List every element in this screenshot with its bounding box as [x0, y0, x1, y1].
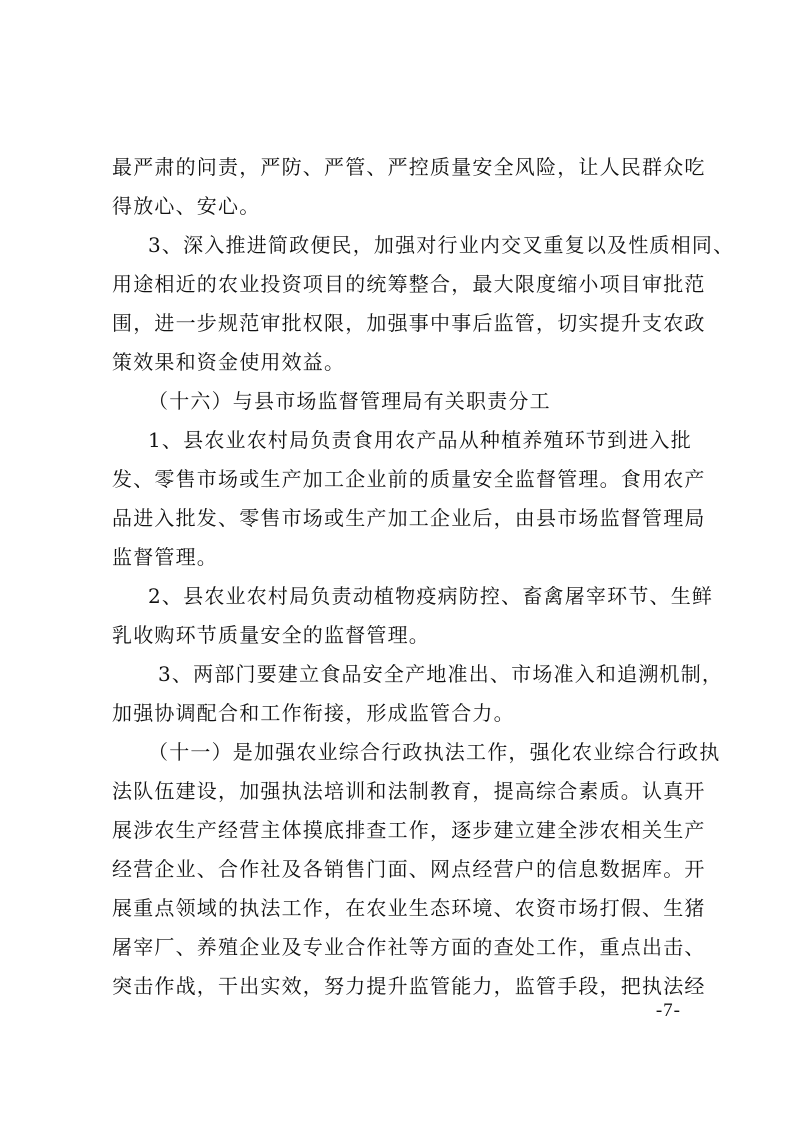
text-line: 发、零售市场或生产加工企业前的质量安全监督管理。食用农产: [112, 467, 706, 491]
text-line: 1、县农业农村局负责食用农产品从种植养殖环节到进入批: [148, 428, 692, 452]
page-number: -7-: [655, 1000, 681, 1021]
text-line: 屠宰厂、养殖企业及专业合作社等方面的查处工作，重点出击、: [112, 935, 706, 959]
text-line: 最严肃的问责，严防、严管、严控质量安全风险，让人民群众吃: [112, 155, 706, 179]
text-line: 展涉农生产经营主体摸底排查工作，逐步建立建全涉农相关生产: [112, 818, 706, 842]
text-line: 加强协调配合和工作衔接，形成监管合力。: [112, 701, 515, 725]
text-line: 品进入批发、零售市场或生产加工企业后，由县市场监督管理局: [112, 506, 706, 530]
text-line: 监督管理。: [112, 545, 218, 569]
text-line: 得放心、安心。: [112, 194, 261, 218]
text-line: 策效果和资金使用效益。: [112, 350, 346, 374]
text-line: 经营企业、合作社及各销售门面、网点经营户的信息数据库。开: [112, 857, 706, 881]
text-line: 围，进一步规范审批权限，加强事中事后监管，切实提升支农政: [112, 311, 706, 335]
section-heading: （十六）与县市场监督管理局有关职责分工: [148, 389, 551, 413]
text-line: 展重点领域的执法工作，在农业生态环境、农资市场打假、生猪: [112, 896, 706, 920]
text-line: 突击作战，干出实效，努力提升监管能力，监管手段，把执法经: [112, 974, 706, 998]
text-line: 法队伍建设，加强执法培训和法制教育，提高综合素质。认真开: [112, 779, 706, 803]
text-line: 乳收购环节质量安全的监督管理。: [112, 623, 430, 647]
text-line: 3、两部门要建立食品安全产地准出、市场准入和追溯机制，: [158, 662, 724, 686]
section-heading: （十一）是加强农业综合行政执法工作，强化农业综合行政执: [148, 740, 721, 764]
text-line: 用途相近的农业投资项目的统筹整合，最大限度缩小项目审批范: [112, 272, 706, 296]
text-line: 2、县农业农村局负责动植物疫病防控、畜禽屠宰环节、生鲜: [148, 584, 714, 608]
text-line: 3、深入推进简政便民，加强对行业内交叉重复以及性质相同、: [148, 233, 735, 257]
